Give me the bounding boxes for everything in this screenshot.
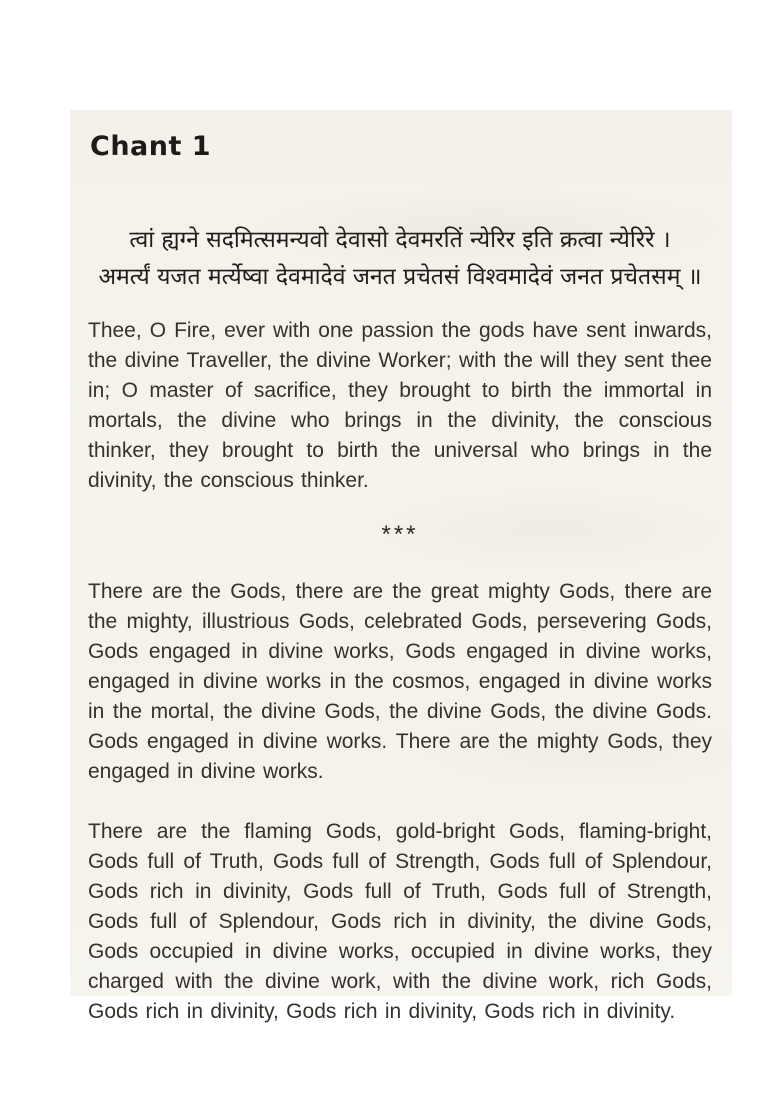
section-separator: *** xyxy=(381,521,419,548)
sanskrit-verse xyxy=(88,222,712,296)
translation-paragraph: Thee, O Fire, ever with one passion the gods have sent inwards, the divine Traveller, the divine Worker; with the will they sent thee in; O master of sacrifice, they brought to birth the immortal in mortals, the divine who brings in the divinity, the conscious thinker, they brought to birth the universal who brings in the divinity, the conscious thinker. xyxy=(88,319,712,492)
chant-title: Chant 1 xyxy=(90,131,212,162)
sanskrit-verse-line-1: त्वां ह्यग्ने सदमित्समन्यवो देवासो देवमरतिं न्येरिर इति क्रत्वा न्येरिरे । xyxy=(129,227,671,253)
body-paragraph-2: There are the flaming Gods, gold-bright Gods, flaming-bright, Gods full of Truth, Gods full of Strength, Gods full of Splendour, Gods rich in divinity, Gods full of Truth, Gods full of Strength, Gods full of Splendour, Gods rich in divinity, the divine Gods, Gods occupied in divine works, occupied in divine works, they charged with the divine work, with the divine work, rich Gods, Gods rich in divinity, Gods rich in divinity, Gods rich in divinity. xyxy=(88,820,712,1023)
sanskrit-verse-line-2: अमर्त्यं यजत मर्त्येष्वा देवमादेवं जनत प्रचेतसं विश्वमादेवं जनत प्रचेतसम् ॥ xyxy=(98,264,702,290)
body-paragraph-1: There are the Gods, there are the great mighty Gods, there are the mighty, illustrious Gods, celebrated Gods, persevering Gods, Gods engaged in divine works, Gods engaged in divine works, engaged in divine works in the cosmos, engaged in divine works in the mortal, the divine Gods, the divine Gods, the divine Gods. Gods engaged in divine works. There are the mighty Gods, they engaged in divine works. xyxy=(88,580,712,783)
scanned-book-page xyxy=(70,110,732,1023)
